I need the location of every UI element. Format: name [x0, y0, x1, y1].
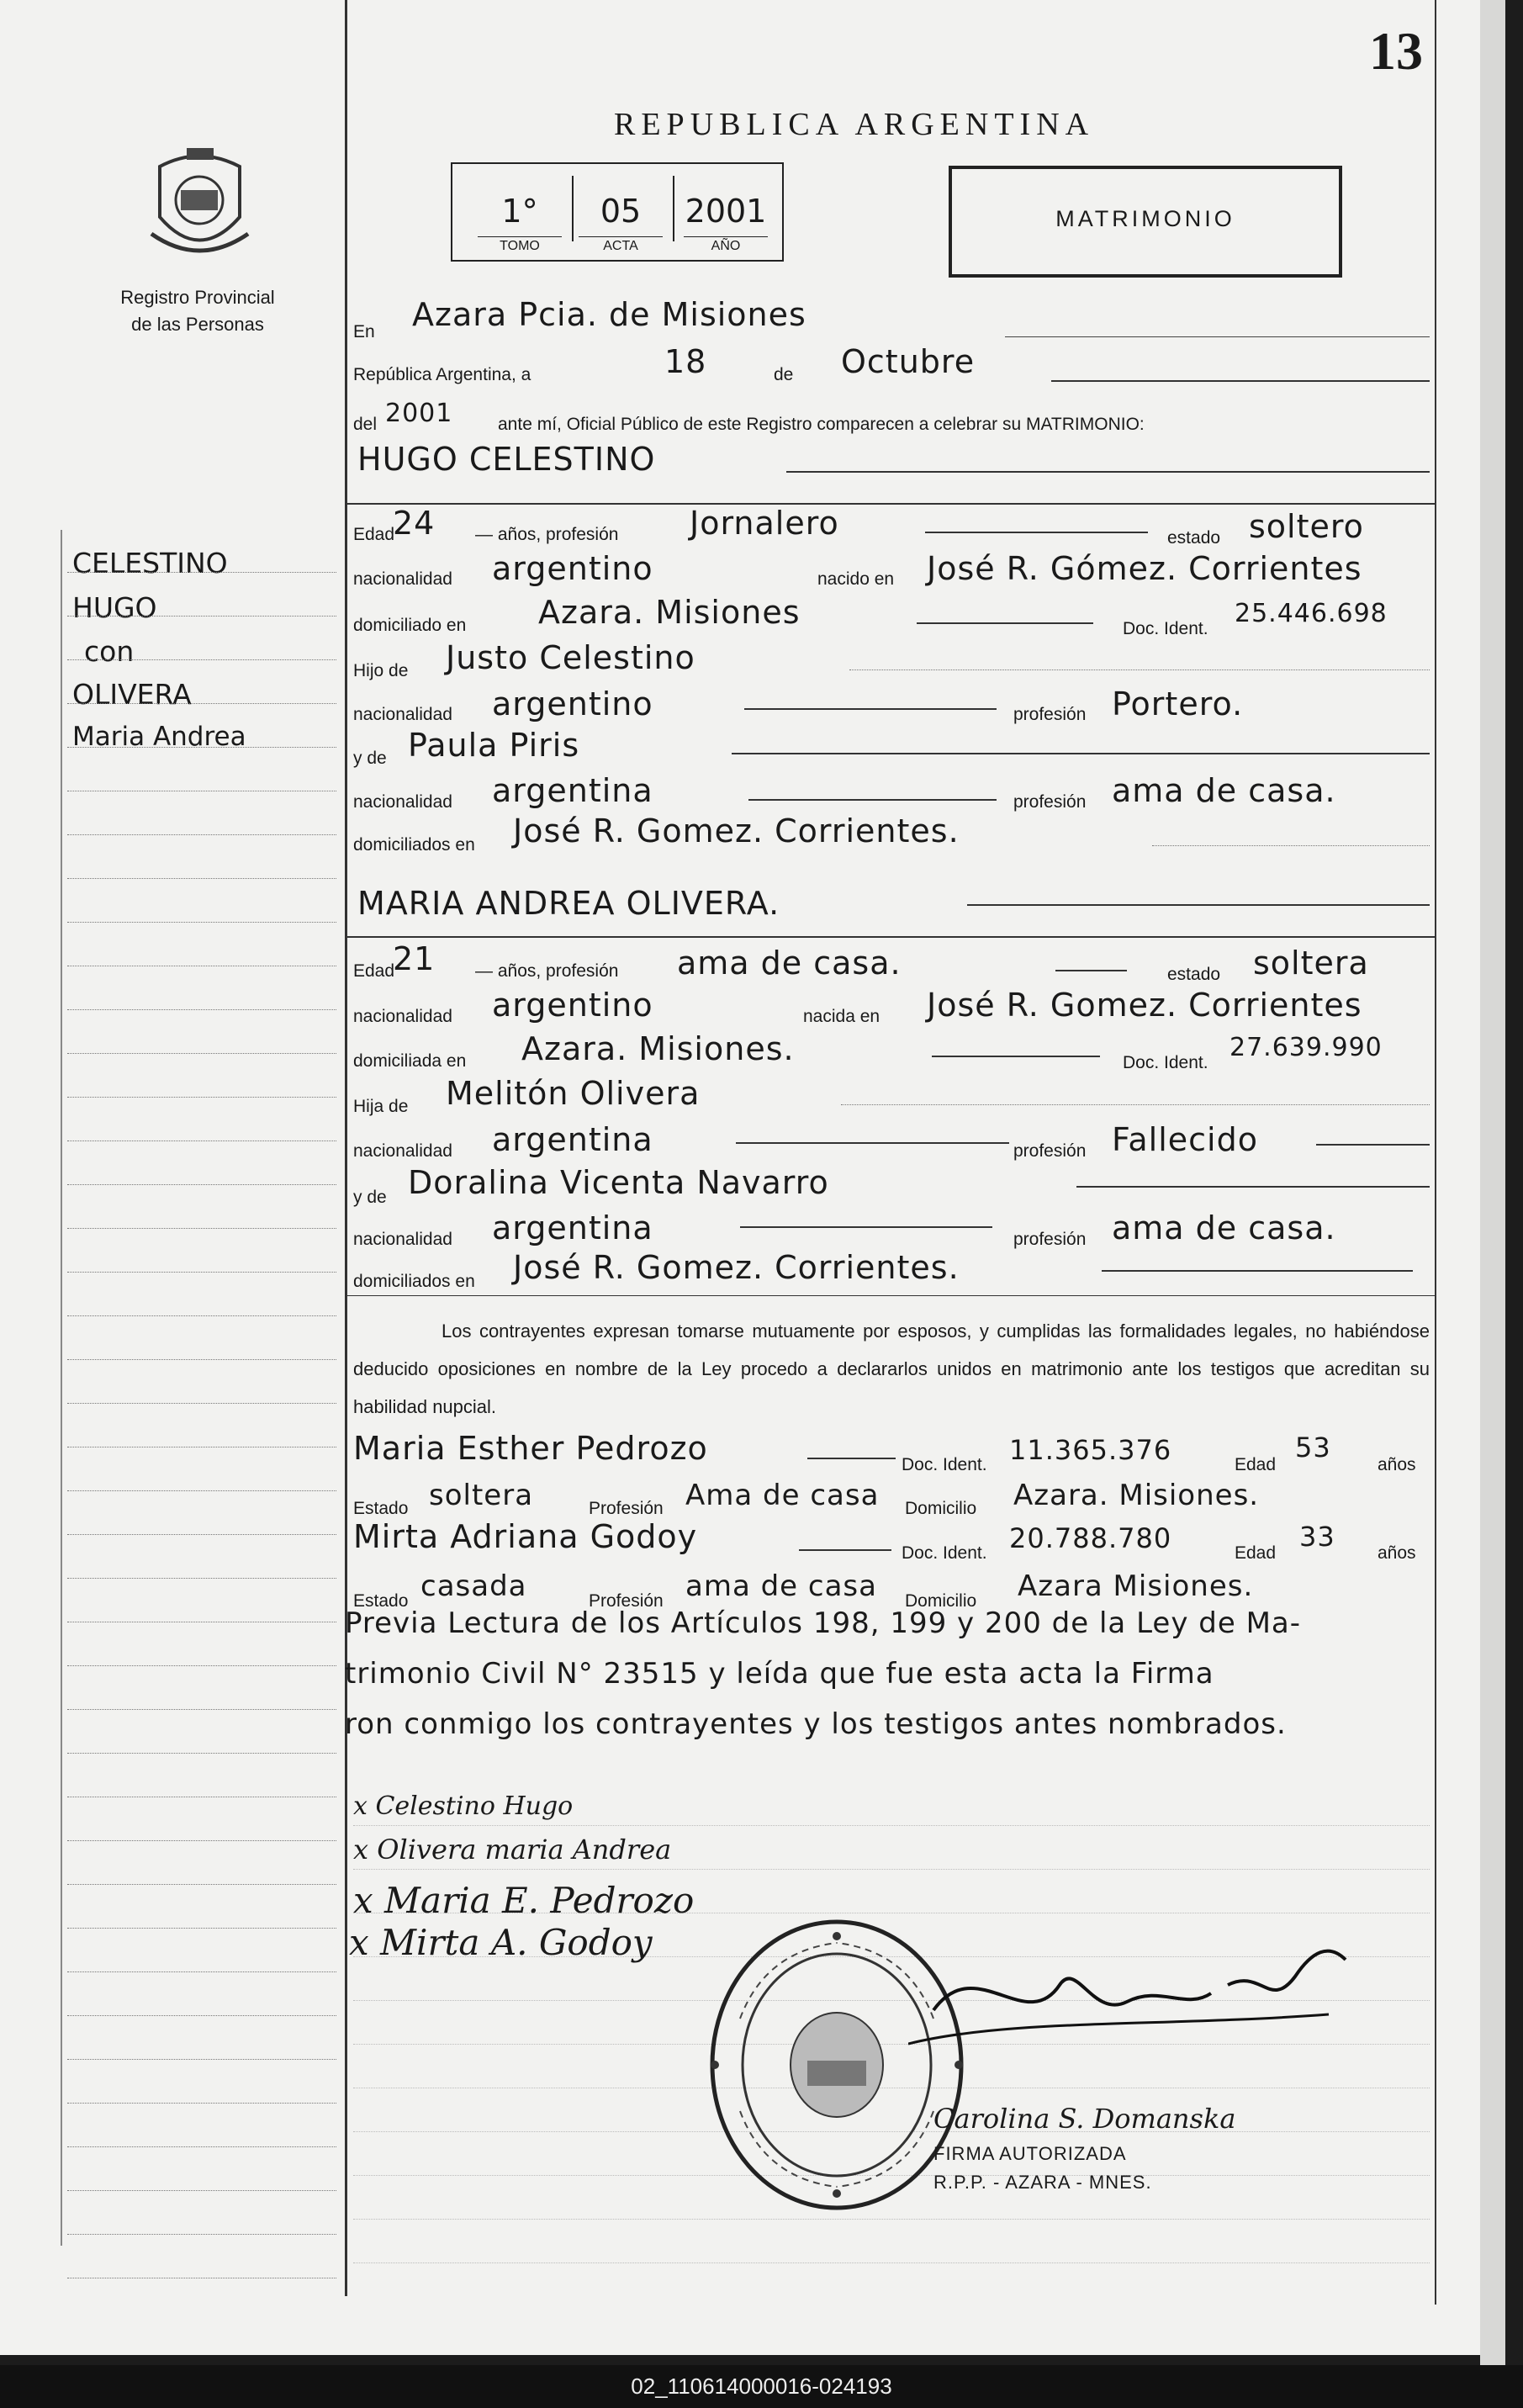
- domiciliada-en-label: domiciliada en: [353, 1051, 467, 1071]
- ruled-line: [67, 2146, 336, 2147]
- doc-ident-label: Doc. Ident.: [1123, 619, 1208, 638]
- groom-name: HUGO CELESTINO: [357, 441, 656, 478]
- header-title: REPUBLICA ARGENTINA: [614, 107, 1095, 142]
- ruled-line: [67, 1490, 336, 1491]
- far-left-border: [61, 530, 62, 2246]
- bride-domicile: Azara. Misiones.: [521, 1030, 795, 1067]
- groom-age: 24: [393, 505, 436, 542]
- fill-line: [1102, 1270, 1413, 1272]
- bride-parents-domicile: José R. Gomez. Corrientes.: [513, 1249, 960, 1286]
- estado-label: Estado: [353, 1591, 409, 1611]
- ruled-line: [67, 1009, 336, 1010]
- domicilio-label: Domicilio: [905, 1499, 977, 1518]
- closing-line: trimonio Civil N° 23515 y leída que fue esta acta la Firma: [345, 1657, 1214, 1691]
- fill-line: [917, 622, 1093, 624]
- margin-note-line: CELESTINO: [72, 547, 228, 580]
- domiciliado-en-label: domiciliado en: [353, 616, 467, 635]
- registry-line: Registro Provincial: [120, 287, 275, 308]
- year-value: 2001: [385, 399, 453, 428]
- ruled-line: [67, 1753, 336, 1754]
- fill-line: [1152, 845, 1430, 846]
- signature-witness-1: x Maria E. Pedrozo: [353, 1880, 695, 1921]
- fill-line: [799, 1549, 891, 1551]
- ruled-line: [67, 1272, 336, 1273]
- estado-label: estado: [1167, 528, 1221, 548]
- ruled-line: [353, 1825, 1430, 1826]
- del-label: del: [353, 415, 378, 434]
- edad-label: Edad: [1235, 1543, 1277, 1563]
- fill-line: [849, 669, 1430, 670]
- stamp-line-2: R.P.P. - AZARA - MNES.: [933, 2172, 1152, 2193]
- estado-label: Estado: [353, 1499, 409, 1518]
- ruled-line: [67, 1578, 336, 1579]
- right-column-border: [1435, 0, 1436, 2305]
- margin-note-line: OLIVERA: [72, 678, 192, 711]
- province-emblem-icon: [143, 141, 256, 267]
- witness-2-domicile: Azara Misiones.: [1018, 1569, 1254, 1603]
- y-de-label: y de: [353, 1188, 387, 1207]
- ano-value: 2001: [685, 193, 767, 230]
- ruled-line: [67, 1884, 336, 1885]
- ruled-line: [67, 2103, 336, 2104]
- file-code: 02_110614000016-024193: [631, 2374, 892, 2399]
- ruled-line: [67, 1184, 336, 1185]
- box-divider: [572, 176, 574, 241]
- nacionalidad-label: nacionalidad: [353, 705, 452, 724]
- acta-value: 05: [600, 193, 642, 230]
- ruled-line: [67, 2059, 336, 2060]
- ruled-line: [67, 1534, 336, 1535]
- ruled-line: [67, 834, 336, 835]
- closing-line: Previa Lectura de los Artículos 198, 199 y 200 de la Ley de Ma-: [345, 1606, 1302, 1640]
- edad-label: Edad: [353, 961, 395, 981]
- ruled-line: [67, 1665, 336, 1666]
- profesion-label: profesión: [1013, 1230, 1087, 1249]
- box-divider: [673, 176, 674, 241]
- signature-witness-2: x Mirta A. Godoy: [349, 1922, 653, 1963]
- fill-line: [732, 753, 1430, 754]
- groom-parents-domicile: José R. Gomez. Corrientes.: [513, 812, 960, 849]
- groom-father: Justo Celestino: [446, 639, 695, 676]
- witness-1-name: Maria Esther Pedrozo: [353, 1430, 708, 1467]
- ruled-line: [67, 1971, 336, 1972]
- fill-line: [736, 1142, 1009, 1144]
- hijo-de-label: Hijo de: [353, 661, 409, 680]
- bride-nationality: argentino: [492, 987, 653, 1024]
- nacionalidad-label: nacionalidad: [353, 1141, 452, 1161]
- witness-1-age: 53: [1295, 1432, 1331, 1463]
- fill-line: [925, 532, 1148, 533]
- edad-label: Edad: [353, 525, 395, 544]
- ruled-line: [67, 1097, 336, 1098]
- domicilio-label: Domicilio: [905, 1591, 977, 1611]
- bride-doc: 27.639.990: [1230, 1033, 1383, 1062]
- doc-ident-label: Doc. Ident.: [902, 1543, 987, 1563]
- witness-2-profession: ama de casa: [685, 1569, 877, 1603]
- profesion-label: Profesión: [589, 1591, 664, 1611]
- section-divider: [345, 936, 1436, 938]
- ruled-line: [67, 747, 336, 748]
- declaration-text: Los contrayentes expresan tomarse mutuamente por esposos, y cumplidas las formalidades legales, no habiéndose deducido oposiciones en nombre de la Ley procedo a declararlos unidos en matrimonio ante los testigos que acreditan su habilidad nupcial.: [353, 1320, 1430, 1417]
- ruled-line: [67, 616, 336, 617]
- ruled-line: [353, 1869, 1430, 1870]
- fill-line: [1055, 970, 1127, 971]
- bride-mother-nationality: argentina: [492, 1209, 653, 1246]
- month-value: Octubre: [841, 343, 976, 380]
- margin-note-line: Maria Andrea: [72, 722, 246, 752]
- estado-label: estado: [1167, 965, 1221, 984]
- groom-status: soltero: [1249, 508, 1364, 545]
- ruled-line: [67, 1053, 336, 1054]
- fill-line: [1051, 380, 1430, 382]
- nacionalidad-label: nacionalidad: [353, 569, 452, 589]
- ruled-line: [67, 2015, 336, 2016]
- groom-father-profession: Portero.: [1112, 685, 1244, 722]
- doc-ident-label: Doc. Ident.: [902, 1455, 987, 1474]
- page-number: 13: [1369, 21, 1423, 81]
- ruled-line: [67, 878, 336, 879]
- ruled-line: [67, 1315, 336, 1316]
- ruled-line: [67, 1140, 336, 1141]
- hija-de-label: Hija de: [353, 1097, 409, 1116]
- section-divider: [345, 1295, 1436, 1296]
- fill-line: [1076, 1186, 1430, 1188]
- ruled-line: [67, 659, 336, 660]
- witness-1-doc: 11.365.376: [1009, 1434, 1172, 1466]
- ruled-line: [67, 1709, 336, 1710]
- signature-bride: x Olivera maria Andrea: [353, 1834, 672, 1866]
- ruled-line: [67, 1840, 336, 1841]
- groom-father-nationality: argentino: [492, 685, 653, 722]
- official-name: Carolina S. Domanska: [933, 2103, 1236, 2135]
- bride-father-nationality: argentina: [492, 1121, 653, 1158]
- y-de-label: y de: [353, 749, 387, 768]
- nacido-en-label: nacido en: [817, 569, 895, 589]
- ruled-line: [67, 2190, 336, 2191]
- fill-line: [932, 1056, 1100, 1057]
- bride-birthplace: José R. Gomez. Corrientes: [927, 987, 1362, 1024]
- tomo-label: TOMO: [478, 236, 562, 254]
- acta-label: ACTA: [579, 236, 663, 254]
- groom-profession: Jornalero: [690, 505, 839, 542]
- closing-line: ron conmigo los contrayentes y los testigos antes nombrados.: [345, 1707, 1287, 1741]
- fill-line: [1316, 1144, 1430, 1146]
- left-column-border: [345, 0, 347, 2296]
- page-edge: [1480, 0, 1505, 2380]
- ruled-line: [67, 1403, 336, 1404]
- registry-line: de las Personas: [131, 314, 264, 335]
- republica-label: República Argentina, a: [353, 365, 531, 384]
- en-label: En: [353, 322, 375, 341]
- act-type-label: MATRIMONIO: [1055, 206, 1235, 231]
- ruled-line: [353, 2219, 1430, 2220]
- ruled-line: [67, 922, 336, 923]
- anos-label: años: [1378, 1455, 1416, 1474]
- profesion-label: Profesión: [589, 1499, 664, 1518]
- section-divider: [345, 503, 1436, 505]
- groom-doc: 25.446.698: [1235, 599, 1388, 628]
- fill-line: [807, 1458, 896, 1459]
- groom-nationality: argentino: [492, 550, 653, 587]
- doc-ident-label: Doc. Ident.: [1123, 1053, 1208, 1072]
- nacida-en-label: nacida en: [803, 1007, 880, 1026]
- groom-domicile: Azara. Misiones: [538, 594, 801, 631]
- ano-label: AÑO: [684, 236, 768, 254]
- witness-2-doc: 20.788.780: [1009, 1522, 1172, 1554]
- fill-line: [1005, 336, 1430, 337]
- profesion-label: profesión: [1013, 705, 1087, 724]
- fill-line: [841, 1104, 1430, 1105]
- tomo-acta-ano-box: [451, 162, 784, 262]
- profesion-label: profesión: [1013, 792, 1087, 812]
- bride-mother: Doralina Vicenta Navarro: [408, 1164, 829, 1201]
- fill-line: [786, 471, 1430, 473]
- ruled-line: [67, 703, 336, 704]
- bride-name: MARIA ANDREA OLIVERA.: [357, 885, 780, 922]
- witness-1-profession: Ama de casa: [685, 1479, 880, 1512]
- tomo-value: 1°: [501, 193, 538, 230]
- anos-label: años: [1378, 1543, 1416, 1563]
- groom-mother-profession: ama de casa.: [1112, 772, 1336, 809]
- de-label: de: [774, 365, 794, 384]
- profesion-label: profesión: [1013, 1141, 1087, 1161]
- groom-mother-nationality: argentina: [492, 772, 653, 809]
- witness-2-status: casada: [420, 1569, 527, 1603]
- bride-status: soltera: [1253, 945, 1369, 982]
- ruled-line: [67, 1228, 336, 1229]
- day-value: 18: [664, 343, 707, 380]
- ruled-line: [353, 2262, 1430, 2263]
- bride-age: 21: [393, 940, 436, 977]
- witness-1-domicile: Azara. Misiones.: [1013, 1479, 1260, 1512]
- edad-label: Edad: [1235, 1455, 1277, 1474]
- bride-father: Melitón Olivera: [446, 1075, 701, 1112]
- groom-mother: Paula Piris: [408, 727, 580, 764]
- fill-line: [748, 799, 997, 801]
- domiciliados-en-label: domiciliados en: [353, 1272, 475, 1291]
- signature-groom: x Celestino Hugo: [353, 1791, 574, 1821]
- fill-line: [967, 904, 1430, 906]
- domiciliados-en-label: domiciliados en: [353, 835, 475, 855]
- margin-note-line: con: [84, 635, 135, 668]
- anos-profesion-label: — años, profesión: [475, 961, 619, 981]
- place-value: Azara Pcia. de Misiones: [412, 296, 806, 333]
- bride-father-profession: Fallecido: [1112, 1121, 1258, 1158]
- witness-1-status: soltera: [429, 1479, 534, 1512]
- registry-office-name: [76, 284, 320, 338]
- official-signature-icon: [908, 1934, 1362, 2069]
- witness-2-name: Mirta Adriana Godoy: [353, 1518, 698, 1555]
- ruled-line: [67, 572, 336, 573]
- nacionalidad-label: nacionalidad: [353, 792, 452, 812]
- ruled-line: [67, 2234, 336, 2235]
- fill-line: [740, 1226, 992, 1228]
- bride-mother-profession: ama de casa.: [1112, 1209, 1336, 1246]
- margin-note-line: HUGO: [72, 591, 157, 624]
- nacionalidad-label: nacionalidad: [353, 1230, 452, 1249]
- ruled-line: [67, 1928, 336, 1929]
- witness-2-age: 33: [1299, 1521, 1335, 1553]
- groom-birthplace: José R. Gómez. Corrientes: [927, 550, 1362, 587]
- stamp-line-1: FIRMA AUTORIZADA: [933, 2143, 1127, 2164]
- intro-text: ante mí, Oficial Público de este Registro comparecen a celebrar su MATRIMONIO:: [498, 415, 1145, 434]
- anos-profesion-label: — años, profesión: [475, 525, 619, 544]
- ruled-line: [67, 1359, 336, 1360]
- act-type-box: [949, 166, 1342, 278]
- nacionalidad-label: nacionalidad: [353, 1007, 452, 1026]
- fill-line: [744, 708, 997, 710]
- bride-profession: ama de casa.: [677, 945, 902, 982]
